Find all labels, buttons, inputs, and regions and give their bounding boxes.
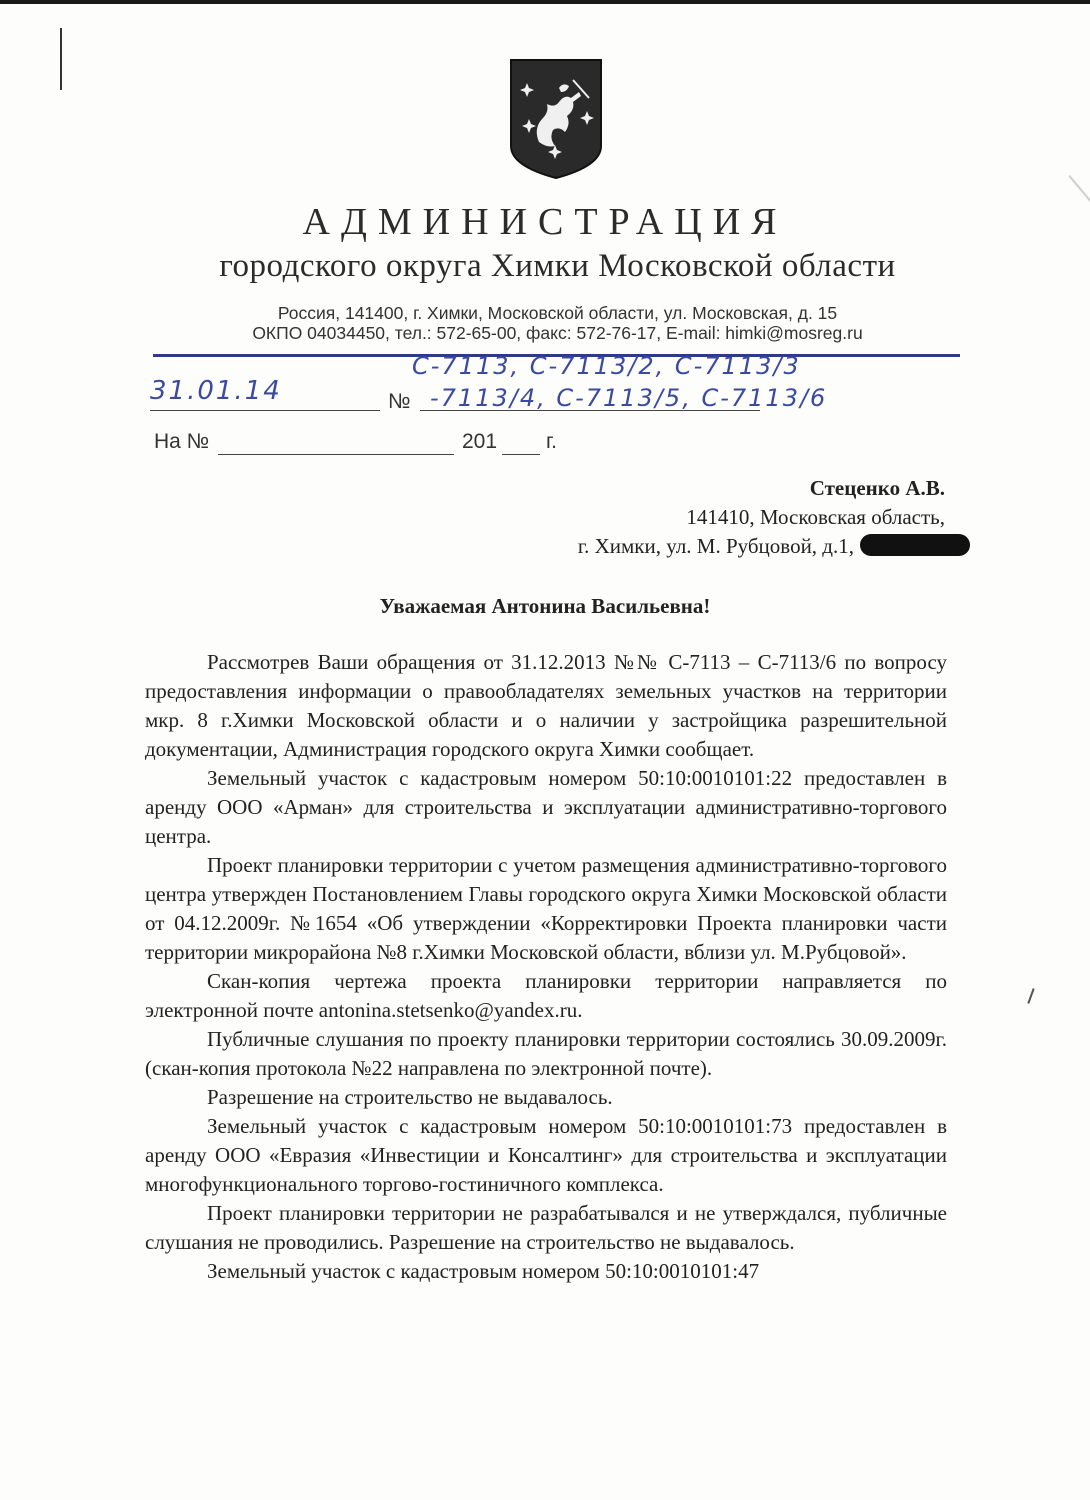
year-suffix: г. — [546, 430, 557, 453]
paragraph: Разрешение на строительство не выдавалось. — [207, 1085, 613, 1109]
org-contacts: ОКПО 04034450, тел.: 572-65-00, факс: 572-76-17, E-mail: himki@mosreg.ru — [252, 323, 863, 343]
pencil-mark — [1027, 988, 1034, 1004]
org-subtitle: городского округа Химки Московской области — [219, 248, 896, 284]
paragraph: Земельный участок с кадастровым номером 50:10:0010101:22 предоставлен в аренду ООО «Арман» для строительства и эксплуатации административно-торгового центра. — [145, 766, 947, 848]
year-label: 201 — [462, 430, 498, 453]
paragraph: Проект планировки территории с учетом размещения административно-торгового центра утвержден Постановлением Главы городского округа Химки Московской области от 04.12.2009г. №1654 «Об утверждении «Корректировки Проекта планировки части территории микрорайона №8 г.Химки Московской области, вблизи ул. М.Рубцовой». — [145, 853, 947, 964]
paragraph: Проект планировки территории не разрабатывался и не утверждался, публичные слушания не проводились. Разрешение на строительство не выдавалось. — [145, 1201, 947, 1254]
scan-top-border — [0, 0, 1090, 4]
date-underline — [150, 410, 380, 411]
handwritten-date: 31.01.14 — [150, 376, 282, 406]
scan-margin-mark — [60, 28, 62, 90]
redaction-bar — [860, 534, 970, 556]
year-underline — [502, 454, 540, 455]
letter-body — [145, 648, 947, 1286]
paragraph: Земельный участок с кадастровым номером 50:10:0010101:73 предоставлен в аренду ООО «Евразия «Инвестиции и Консалтинг» для строительства и эксплуатации многофункционального торгово-гостиничного комплекса. — [145, 1114, 947, 1196]
himki-coat-of-arms-icon — [509, 58, 603, 180]
paragraph: Земельный участок с кадастровым номером 50:10:0010101:47 — [207, 1259, 760, 1283]
recipient-name: Стеценко А.В. — [809, 476, 945, 500]
recipient-address-line2: г. Химки, ул. М. Рубцовой, д.1, — [577, 534, 854, 558]
ref-label: На № — [154, 430, 210, 453]
paragraph: Публичные слушания по проекту планировки территории состоялись 30.09.2009г. (скан-копия протокола №22 направлена по электронной почте). — [145, 1027, 947, 1080]
org-title: АДМИНИСТРАЦИЯ — [302, 201, 788, 243]
recipient-address-line1: 141410, Московская область, — [686, 505, 945, 529]
ref-underline — [218, 454, 454, 455]
handwritten-numbers-line2: -7113/4, С-7113/5, С-7113/6 — [430, 384, 828, 412]
handwritten-numbers-line1: С-7113, С-7113/2, С-7113/3 — [412, 352, 801, 380]
paragraph: Скан-копия чертежа проекта планировки территории направляется по электронной почте antonina.stetsenko@yandex.ru. — [145, 969, 947, 1022]
letter-greeting: Уважаемая Антонина Васильевна! — [379, 594, 711, 618]
org-address: Россия, 141400, г. Химки, Московской области, ул. Московская, д. 15 — [277, 303, 838, 323]
paragraph: Рассмотрев Ваши обращения от 31.12.2013 №№ С-7113 – С-7113/6 по вопросу предоставления информации о правообладателях земельных участков на территории мкр. 8 г.Химки Московской области и о наличии у застройщика разрешительной документации, Администрация городского округа Химки сообщает. — [145, 650, 947, 761]
number-label: № — [388, 390, 411, 413]
